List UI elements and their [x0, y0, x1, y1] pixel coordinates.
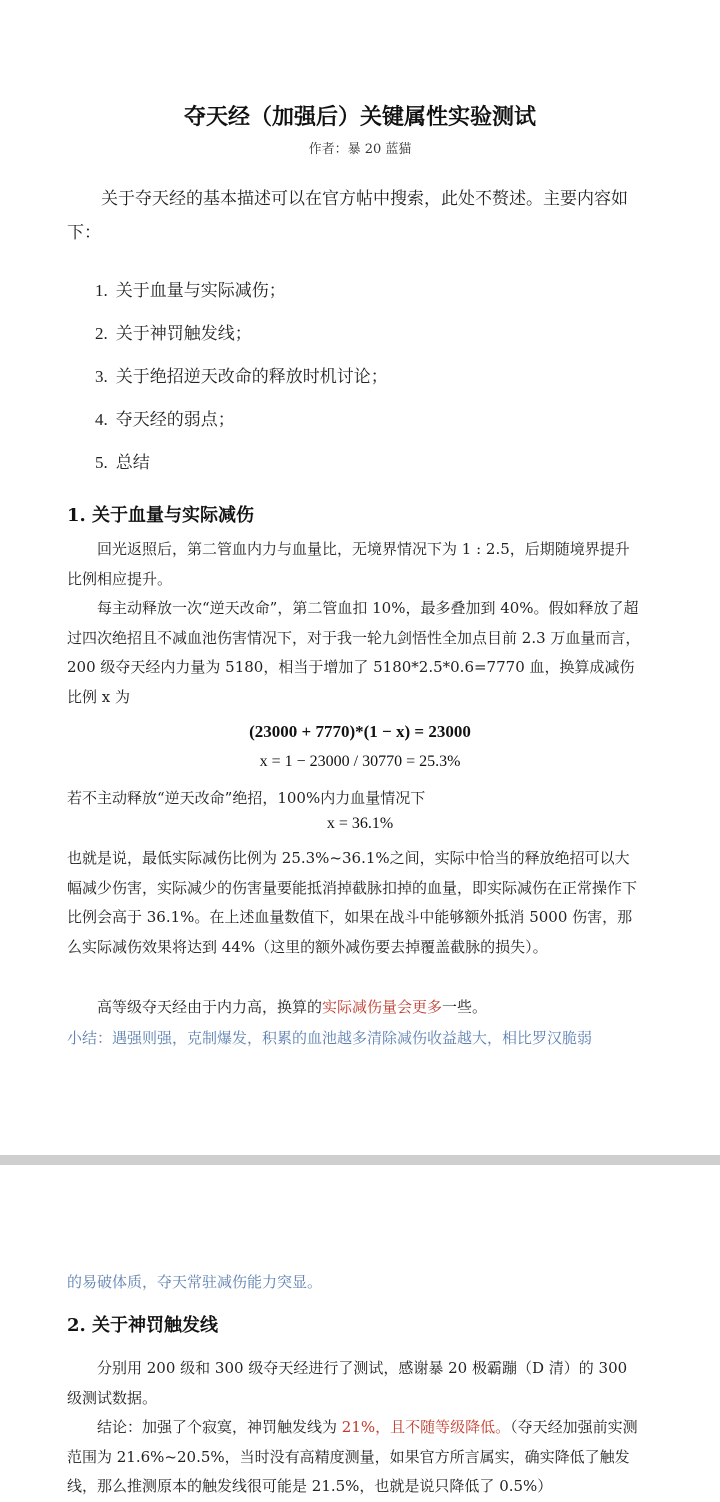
intro-paragraph: 关于夺天经的基本描述可以在官方帖中搜索，此处不赘述。主要内容如下：	[67, 189, 628, 243]
toc-item: 3. 关于绝招逆天改命的释放时机讨论；	[95, 367, 388, 387]
highlight-text: 实际减伤量会更多	[322, 998, 443, 1016]
highlight-text: 21%，且不随等级降低。	[341, 1418, 511, 1436]
equation-2: x = 1 − 23000 / 30770 = 25.3%	[259, 753, 461, 770]
summary-text-continued: 的易破体质，夺天常驻减伤能力突显。	[67, 1273, 323, 1291]
page-divider	[0, 1155, 720, 1165]
toc-item: 5. 总结	[95, 453, 150, 473]
section-1-paragraph: 每主动释放一次“逆天改命”，第二管血扣 10%，最多叠加到 40%。假如释放了超过四次绝招且不减血池伤害情况下，对于我一轮九剑悟性全加点目前 2.3 万血量而言，200 级夺天经内力量为 5180，相当于增加了 5180*2.5*0.6=7770 血，换算成减伤比例 x 为	[67, 599, 641, 706]
summary-text: 小结：遇强则强，克制爆发，积累的血池越多清除减伤收益越大，相比罗汉脆弱	[67, 1029, 593, 1047]
equation-1: (23000 + 7770)*(1 − x) = 23000	[249, 722, 471, 741]
section-2-paragraph: 分别用 200 级和 300 级夺天经进行了测试，感谢暴 20 极霸蹦（D 清）的 300 级测试数据。	[67, 1359, 628, 1407]
section-2-paragraph: 结论：加强了个寂寞，神罚触发线为 21%，且不随等级降低。（夺天经加强前实测范围为 21.6%~20.5%，当时没有高精度测量，如果官方所言属实，确实降低了触发线，那么推测原本的触发线很可能是 21.5%，也就是说只降低了 0.5%）	[67, 1418, 638, 1495]
section-1-heading: 1. 关于血量与实际减伤	[67, 505, 255, 526]
page-title: 夺天经（加强后）关键属性实验测试	[183, 104, 536, 130]
toc-item: 2. 关于神罚触发线；	[95, 324, 252, 344]
section-1-paragraph: 若不主动释放“逆天改命”绝招，100%内力血量情况下	[67, 789, 426, 807]
document-page-2	[0, 1165, 720, 1495]
section-1-paragraph: 高等级夺天经由于内力高，换算的实际减伤量会更多一些。	[97, 998, 488, 1016]
equation-3: x = 36.1%	[326, 815, 394, 832]
toc-item: 4. 夺天经的弱点；	[95, 410, 235, 430]
section-1-paragraph: 回光返照后，第二管血内力与血量比，无境界情况下为 1 : 2.5，后期随境界提升比例相应提升。	[67, 540, 630, 588]
author-line: 作者：暴 20 蓝猫	[308, 142, 412, 157]
section-1-paragraph: 也就是说，最低实际减伤比例为 25.3%~36.1%之间，实际中恰当的释放绝招可以大幅减少伤害，实际减少的伤害量要能抵消掉截脉扣掉的血量，即实际减伤在正常操作下比例会高于 36.1%。在上述血量数值下，如果在战斗中能够额外抵消 5000 伤害，那么实际减伤效果将达到 44%（这里的额外减伤要去掉覆盖截脉的损失）。	[67, 849, 638, 956]
section-2-heading: 2. 关于神罚触发线	[67, 1315, 219, 1336]
toc-item: 1. 关于血量与实际减伤；	[95, 281, 286, 301]
